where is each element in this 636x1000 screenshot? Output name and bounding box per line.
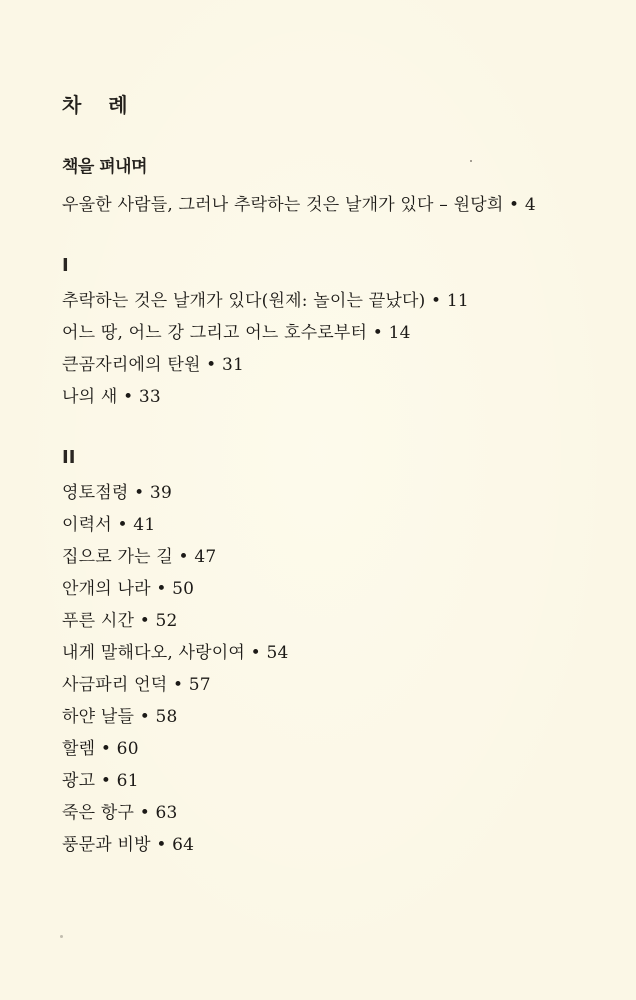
- toc-entry: 나의 새 • 33: [62, 387, 161, 407]
- paper-speck: [60, 935, 63, 938]
- toc-entry: 할렘 • 60: [62, 739, 139, 759]
- toc-entry: 큰곰자리에의 탄원 • 31: [62, 355, 245, 375]
- toc-entry: 추락하는 것은 날개가 있다(원제: 놀이는 끝났다) • 11: [62, 291, 469, 311]
- toc-entry: 푸른 시간 • 52: [62, 611, 178, 631]
- toc-entry: 내게 말해다오, 사랑이여 • 54: [62, 643, 289, 663]
- toc-entry: 풍문과 비방 • 64: [62, 835, 195, 855]
- paper-speck: [470, 160, 472, 162]
- toc-entry: 하얀 날들 • 58: [62, 707, 178, 727]
- toc-entry: 어느 땅, 어느 강 그리고 어느 호수로부터 • 14: [62, 323, 411, 343]
- page-title: 차 례: [62, 93, 138, 117]
- part-1-label: I: [62, 255, 69, 276]
- toc-entry: 집으로 가는 길 • 47: [62, 547, 217, 567]
- toc-entry: 안개의 나라 • 50: [62, 579, 195, 599]
- preface-title: 책을 펴내며: [62, 157, 148, 177]
- toc-entry-preface: 우울한 사람들, 그러나 추락하는 것은 날개가 있다 – 원당희 • 4: [62, 195, 536, 215]
- part-2-label: II: [62, 447, 76, 468]
- toc-entry: 광고 • 61: [62, 771, 139, 791]
- toc-entry: 이력서 • 41: [62, 515, 156, 535]
- toc-entry: 사금파리 언덕 • 57: [62, 675, 211, 695]
- toc-entry: 영토점령 • 39: [62, 483, 172, 503]
- toc-entry: 죽은 항구 • 63: [62, 803, 178, 823]
